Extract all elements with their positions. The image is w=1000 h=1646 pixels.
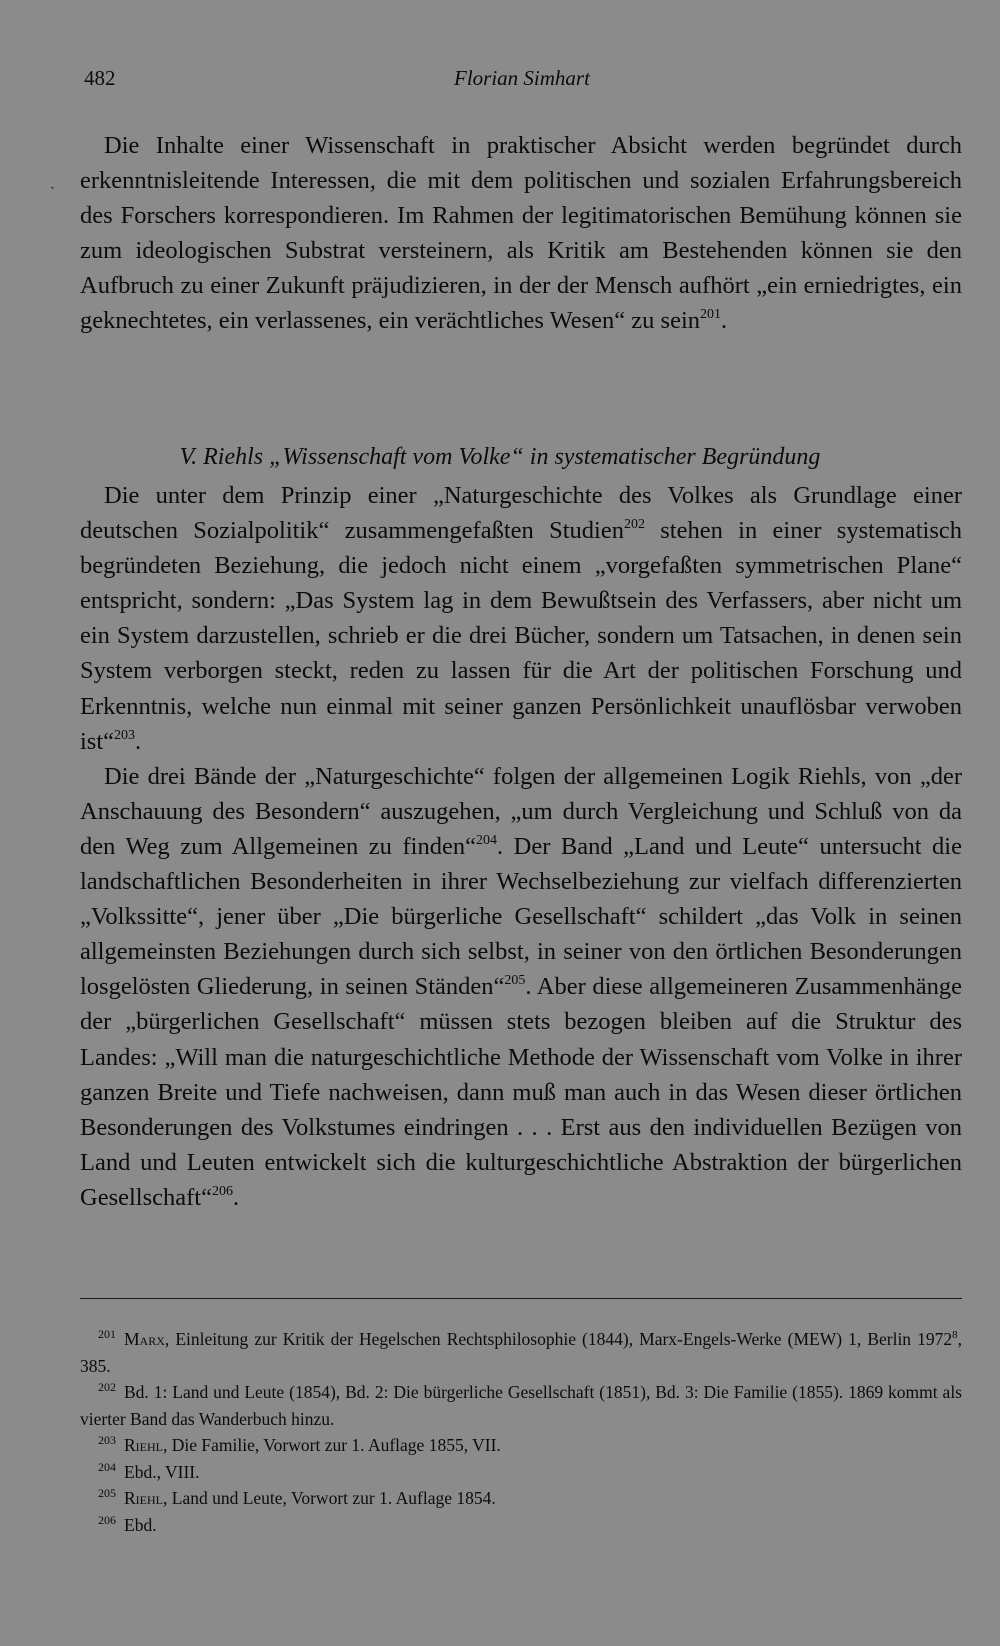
footnote-205 [80, 1485, 962, 1512]
section-body [80, 478, 962, 1215]
paragraph [80, 759, 962, 1215]
page-header [84, 66, 920, 96]
footnote-ref: 206 [211, 1183, 233, 1199]
footnote-text: Ebd., VIII. [124, 1461, 200, 1482]
footnote-ref: 204 [475, 832, 497, 848]
section-heading: V. Riehls „Wissenschaft vom Volke“ in systematischer Begründung [179, 444, 821, 470]
footnote-author: Riehl [124, 1488, 163, 1508]
footnotes [80, 1326, 962, 1538]
footnote-text: , Die Familie, Vorwort zur 1. Auflage 1855, VII. [163, 1435, 501, 1455]
footnote-number: 202 [98, 1380, 116, 1394]
paragraph [80, 478, 962, 759]
edition-superscript: 8 [952, 1329, 958, 1341]
footnote-202 [80, 1379, 962, 1432]
paragraph-text: Die drei Bände der „Naturgeschichte“ folgen der allgemeinen Logik Riehls, von „der Anschauung des Besondern“ auszugehen, „um durch Vergleichung und Schluß von da den Weg zum Allgemeinen zu finden“ [80, 762, 962, 860]
footnote-text: , Einleitung zur Kritik der Hegelschen Rechtsphilosophie (1844), Marx-Engels-Werke (MEW) 1, Berlin 1972 [164, 1329, 953, 1349]
footnote-ref: 201 [700, 307, 722, 323]
footnote-text: Ebd. [124, 1514, 157, 1535]
paragraph [80, 128, 962, 339]
footnote-divider [80, 1298, 962, 1299]
footnote-author: Marx [124, 1329, 165, 1349]
footnote-text: Bd. 1: Land und Leute (1854), Bd. 2: Die bürgerliche Gesellschaft (1851), Bd. 3: Die Familie (1855). 1869 kommt als vierter Band das Wanderbuch hinzu. [80, 1382, 962, 1429]
footnote-number: 205 [98, 1486, 116, 1500]
paragraph-text: . Aber diese allgemeineren Zusammenhänge der „bürgerlichen Gesellschaft“ müssen stets bezogen bleiben auf die Struktur des Landes: „Will man die naturgeschichtliche Methode der Wissenschaft vom Volke in ihrer ganzen Breite und Tiefe nachweisen, dann muß man auch in das Wesen dieser örtlichen Besonderungen des Volkstumes eindringen . . . Erst aus den individuellen Bezügen von Land und Leuten entwickelt sich die kulturgeschichtliche Abstraktion der bürgerlichen Gesellschaft“ [80, 973, 962, 1211]
footnote-ref: 205 [504, 973, 526, 989]
paragraph-text: Die unter dem Prinzip einer „Naturgeschichte des Volkes als Grundlage einer deutschen Sozialpolitik“ zusammengefaßten Studien [80, 482, 962, 545]
paragraph-text: . [232, 1183, 240, 1211]
footnote-author: Riehl [124, 1435, 163, 1455]
footnote-text: , 385. [80, 1329, 962, 1376]
footnote-number: 204 [98, 1459, 116, 1474]
footnote-201 [80, 1326, 962, 1379]
footnote-203 [80, 1432, 962, 1459]
footnote-number: 206 [98, 1512, 116, 1527]
footnote-ref: 203 [114, 727, 136, 743]
running-head: Florian Simhart [454, 66, 590, 90]
margin-mark: ˎ [50, 175, 55, 190]
paragraph-intro [80, 128, 962, 339]
footnote-204 [80, 1459, 962, 1486]
paragraph-text: . [721, 307, 728, 335]
paragraph-text: . Der Band „Land und Leute“ untersucht die landschaftlichen Besonderheiten in ihrer Wechselbeziehung zur vielfach differenzierten „Volkssitte“, jener über „Die bürgerliche Gesellschaft“ schildert „das Volk in seinen allgemeinsten Beziehungen durch sich selbst, in seiner von den örtlichen Besonderungen losgelösten Gliederung, in seinen Ständen“ [80, 832, 962, 1001]
footnote-206 [80, 1512, 962, 1539]
footnote-ref: 202 [623, 517, 645, 533]
paragraph-text: Die Inhalte einer Wissenschaft in praktischer Absicht werden begründet durch erkenntnisleitende Interessen, die mit dem politischen und sozialen Erfahrungsbereich des Forschers korrespondieren. Im Rahmen der legitimatorischen Bemühung können sie zum ideologischen Substrat versteinern, als Kritik am Bestehenden können sie den Aufbruch zu einer Zukunft präjudizieren, in der der Mensch aufhört „ein erniedrigtes, ein geknechtetes, ein verlassenes, ein verächtliches Wesen“ zu sein [80, 132, 962, 335]
paragraph-text: stehen in einer systematisch begründeten Beziehung, die jedoch nicht einem „vorgefaßten symmetrischen Plane“ entspricht, sondern: „Das System lag in dem Bewußtsein des Verfassers, aber nicht um ein System darzustellen, schrieb er die drei Bücher, sondern um Tatsachen, in denen sein System verborgen steckt, reden zu lassen für die Art der politischen Forschung und Erkenntnis, welche nun einmal mit seiner ganzen Persönlichkeit unauflösbar verwoben ist“ [80, 517, 962, 755]
paragraph-text: . [135, 727, 142, 755]
footnote-number: 203 [98, 1433, 116, 1447]
footnote-number: 201 [98, 1327, 116, 1341]
footnote-text: , Land und Leute, Vorwort zur 1. Auflage 1854. [163, 1488, 496, 1508]
page-number: 482 [84, 66, 116, 90]
